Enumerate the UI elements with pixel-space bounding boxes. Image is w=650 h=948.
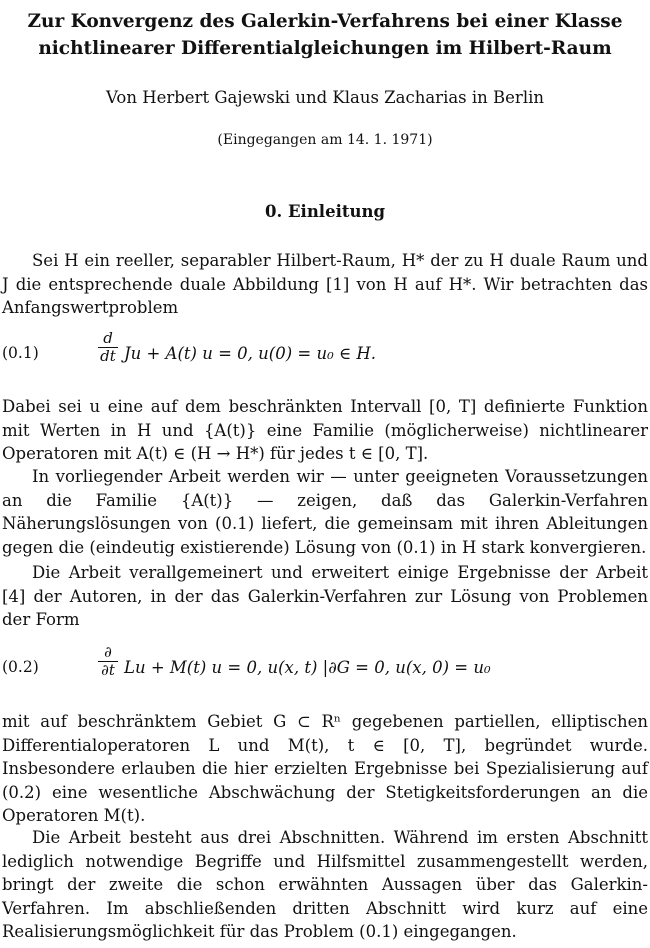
section-heading: 0. Einleitung [265, 202, 385, 221]
author-line: Von Herbert Gajewski und Klaus Zacharias in Berlin [105, 88, 544, 107]
equation-body: Ju + A(t) u = 0, u(0) = u₀ ∈ H. [124, 344, 377, 363]
paragraph-5: mit auf beschränktem Gebiet G ⊂ Rⁿ gegebenen partiellen, elliptischen Differentialoperatoren L und M(t), t ∈ [0, T], begründet wurde. Insbesondere erlauben die hier erzielten Ergebnisse bei Spezialisierung auf (0.2) eine wesentliche Abschwächung der Stetigkeitsforderungen an die Operatoren M(t). [2, 712, 648, 825]
fraction-numerator: d [103, 329, 113, 347]
paragraph-4: Die Arbeit verallgemeinert und erweitert einige Ergebnisse der Arbeit [4] der Autoren, in der das Galerkin-Verfahren zur Lösung von Problemen der Form [2, 563, 648, 629]
partial-derivative-fraction [98, 644, 118, 679]
paragraph-3: In vorliegender Arbeit werden wir — unter geeigneten Voraussetzungen an die Familie {A(t)} — zeigen, daß das Galerkin-Verfahren Näherungslösungen von (0.1) liefert, die gemeinsam mit ihren Ableitungen gegen die (eindeutig existierende) Lösung von (0.1) in H stark konvergieren. [2, 467, 648, 557]
title-line-2: nichtlinearer Differentialgleichungen im Hilbert-Raum [38, 38, 612, 59]
derivative-fraction [98, 330, 118, 365]
paper-title [0, 8, 650, 62]
equation-number: (0.2) [2, 658, 39, 676]
equation-number: (0.1) [2, 344, 39, 362]
paragraph-1: Sei H ein reeller, separabler Hilbert-Raum, H* der zu H duale Raum und J die entsprechende duale Abbildung [1] von H auf H*. Wir betrachten das Anfangswertproblem [2, 251, 648, 317]
title-line-1: Zur Konvergenz des Galerkin-Verfahrens bei einer Klasse [27, 11, 623, 32]
received-date: (Eingegangen am 14. 1. 1971) [217, 132, 433, 148]
paragraph-2: Dabei sei u eine auf dem beschränkten Intervall [0, T] definierte Funktion mit Werten in H und {A(t)} eine Familie (möglicherweise) nichtlinearer Operatoren mit A(t) ∈ (H → H*) für jedes t ∈ [0, T]. [2, 397, 648, 463]
paragraph-6: Die Arbeit besteht aus drei Abschnitten. Während im ersten Abschnitt lediglich notwendige Begriffe und Hilfsmittel zusammengestellt werden, bringt der zweite die schon erwähnten Aussagen über das Galerkin-Verfahren. Im abschließenden dritten Abschnitt wird kurz auf eine Realisierungsmöglichkeit für das Problem (0.1) eingegangen. [2, 828, 648, 941]
fraction-denominator: dt [98, 347, 118, 365]
equation-0-2 [2, 640, 648, 696]
equation-0-1 [2, 326, 648, 382]
fraction-numerator: ∂ [104, 643, 112, 661]
equation-body: Lu + M(t) u = 0, u(x, t) |∂G = 0, u(x, 0) = u₀ [124, 658, 491, 677]
fraction-denominator: ∂t [98, 661, 118, 679]
